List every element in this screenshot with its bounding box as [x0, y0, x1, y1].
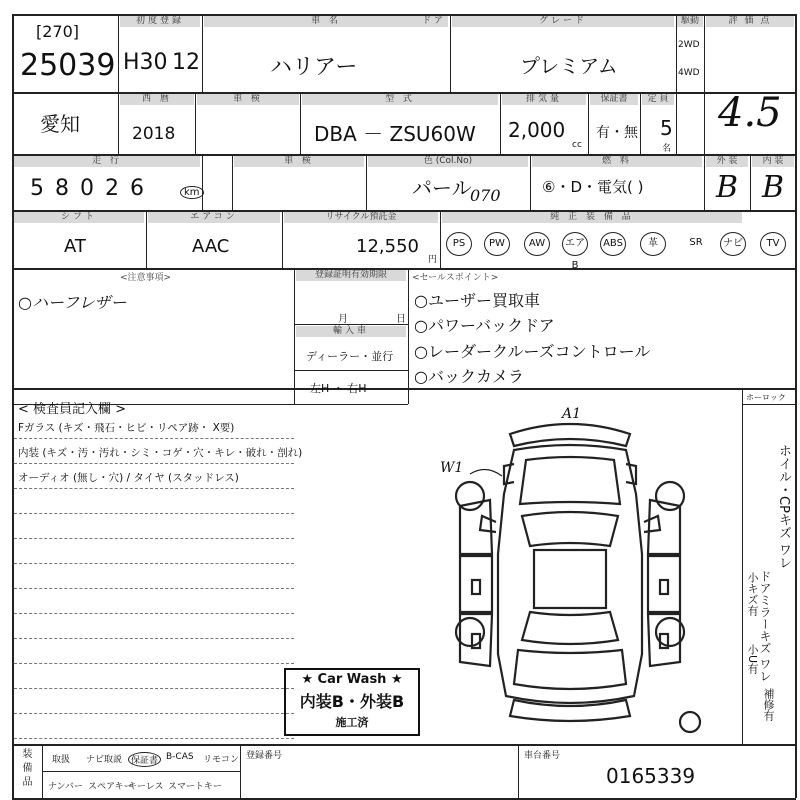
color-code: 070 [470, 186, 501, 205]
ext-label: 外 装 [706, 156, 748, 167]
capacity-unit: 名 [662, 144, 672, 154]
western-label: 西 暦 [120, 94, 194, 105]
mark-a1: A1 [562, 406, 582, 422]
km-unit: km [180, 186, 204, 199]
ac-label: エアコン [148, 212, 280, 223]
sales-points-label: <セールスポイント> [412, 273, 499, 283]
caution-value: ○ハーフレザー [18, 293, 127, 312]
inspector-line-2: 内装 (キズ・汚・汚れ・シミ・コゲ・穴・キレ・破れ・剖れ) [18, 447, 303, 459]
import-label: 輸入車 [296, 326, 406, 337]
drive-2wd: 2WD [678, 40, 700, 50]
side-text-2: ドアミラーキズ ワレ [758, 570, 772, 682]
equip-item-6: SR [689, 237, 703, 248]
int-label: 内 装 [752, 156, 794, 167]
equip-item-5: 革 [640, 232, 666, 256]
footer-item-6: ナンバー [48, 782, 83, 792]
capacity-label: 定 員 [642, 94, 674, 105]
caution-label: <注意事項> [120, 273, 172, 283]
equip-item-1: PW [484, 232, 510, 256]
reg-label: 車 検 [197, 94, 299, 105]
car-wash-body: 内装B・外装B [299, 692, 405, 711]
ext-value: B [716, 170, 739, 205]
model-label: 型 式 [302, 94, 498, 105]
year-value: H30 [123, 50, 168, 75]
cc-value: 2,000 [508, 118, 566, 142]
dealer-text: ディーラー・並行 [306, 350, 394, 363]
equip-item-7: ナビ [720, 232, 746, 256]
region: 愛知 [40, 112, 80, 136]
lot-number: [270] [36, 22, 80, 41]
ac-value: AAC [192, 236, 230, 257]
footer-item-8: キーレス [128, 782, 164, 792]
side-label: ホーロック [746, 393, 786, 402]
footer-item-7: スペアキー [88, 782, 133, 792]
capacity-value: 5 [660, 116, 673, 140]
equip-item-8: TV [760, 232, 786, 256]
grade-label: グレード [452, 16, 674, 27]
footer-item-2: ナビ取説 [86, 755, 123, 765]
month-value: 12 [172, 50, 200, 75]
inspector-title: < 検査員記入欄 > [18, 402, 127, 417]
sales-point-2: ○パワーバックドア [414, 316, 555, 335]
cc-unit: cc [572, 140, 582, 150]
car-name-label: 車 名 [204, 16, 448, 27]
score-value: 4.5 [718, 90, 782, 136]
side-text-5: 補修有 [762, 688, 775, 721]
reg-month: 月 [338, 314, 348, 325]
recycle-label: リサイクル預託金 [284, 212, 438, 223]
int-value: B [762, 170, 785, 205]
footer-equip-label: 装備品 [20, 748, 31, 790]
car-name: ハリアー [270, 55, 358, 80]
sales-point-1: ○ユーザー買取車 [414, 291, 540, 310]
inspection-label: 車 検 [234, 156, 364, 167]
warranty-value: 有・無 [596, 125, 638, 141]
reg-day: 日 [396, 314, 406, 325]
reg-no-label: 登録番号 [246, 751, 283, 761]
fuel-value: ⑥・D・電気( ) [542, 178, 644, 196]
equip-item-4: ABS [600, 232, 626, 256]
mileage-label: 走 行 [14, 156, 200, 167]
inspector-line-3: オーディオ (無し・穴) / タイヤ (スタッドレス) [18, 472, 239, 484]
side-text-3: 小キズ有 [746, 572, 759, 616]
drive-4wd: 4WD [678, 68, 700, 78]
model-value: DBA － ZSU60W [314, 122, 476, 146]
footer-item-3: 保証書 [128, 752, 161, 767]
reg-cert-label: 登録証明有効期限 [296, 270, 406, 281]
color-label: 色 (Col.No) [368, 156, 528, 167]
western-year: 2018 [132, 124, 176, 144]
footer-item-9: スマートキー [168, 782, 222, 792]
equip-item-2: AW [524, 232, 550, 256]
recycle-unit: 円 [428, 255, 438, 265]
chassis-label: 車台番号 [524, 751, 561, 761]
door-label: ドア [420, 16, 448, 27]
handle-text: 左H ・ 右H [310, 382, 367, 395]
footer-item-5: リモコン [203, 755, 240, 765]
chassis-number: 0165339 [606, 764, 696, 788]
equip-item-3: エアB [562, 232, 588, 256]
lot-big-number: 25039 [20, 48, 116, 83]
warranty-label: 保証書 [590, 94, 638, 105]
footer-item-4: B-CAS [166, 752, 194, 762]
sales-point-3: ○レーダークルーズコントロール [414, 342, 651, 361]
recycle-value: 12,550 [356, 236, 419, 257]
fuel-label: 燃 料 [532, 156, 702, 167]
mileage-value: 5 8 0 2 6 [30, 176, 146, 201]
drive-label: 駆動 [677, 16, 703, 27]
score-label: 評 価 点 [706, 16, 794, 27]
first-reg-label: 初度登録 [120, 16, 200, 27]
car-diagram [430, 404, 730, 744]
car-wash-done: 施工済 [335, 716, 369, 729]
color-value: パール [412, 176, 472, 200]
side-text-4: 小U有 [746, 644, 759, 675]
shift-label: シフト [14, 212, 144, 223]
footer-item-1: 取扱 [52, 755, 71, 765]
side-text-1: ホイル・CPキズ ワレ [776, 444, 791, 570]
shift-value: AT [64, 236, 86, 257]
equip-item-0: PS [446, 232, 472, 256]
equip-label: 純 正 装 備 品 [442, 212, 742, 223]
grade-value: プレミアム [520, 54, 618, 78]
mark-w1: W1 [440, 460, 464, 476]
sales-point-4: ○バックカメラ [414, 367, 524, 386]
car-wash-title: ★ Car Wash ★ [301, 672, 403, 687]
car-wash-stamp [284, 668, 420, 736]
cc-label: 排気量 [502, 94, 586, 105]
inspector-line-1: Fガラス (キズ・飛石・ヒビ・リペア跡・ X要) [18, 422, 235, 434]
